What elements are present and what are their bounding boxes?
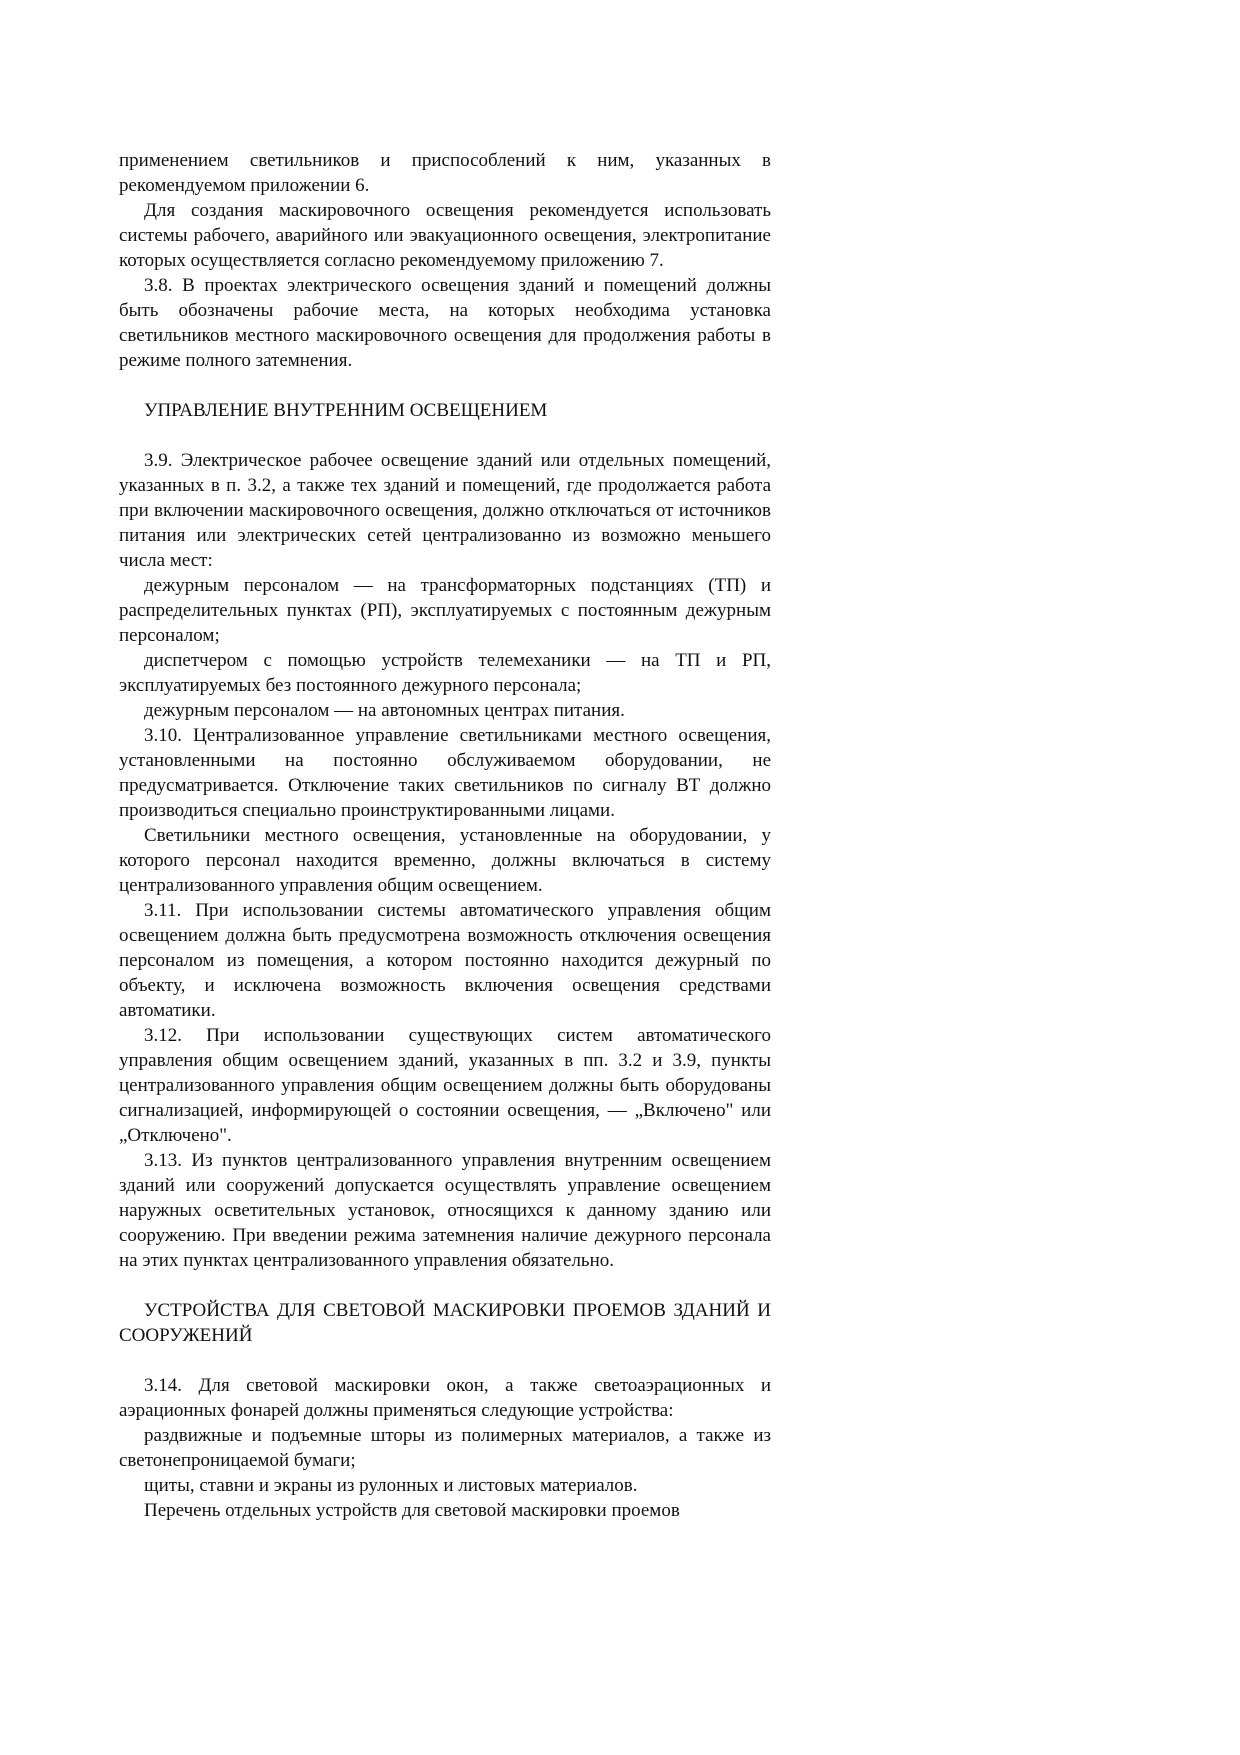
paragraph-3-9: 3.9. Электрическое рабочее освещение зданий или отдельных помещений, указанных в п. 3.2, а также тех зданий и помещений, где продолжается работа при включении маскировочного освещения, должно отключаться от источников питания или электрических сетей централизованно из возможно меньшего числа мест: [119,450,771,571]
paragraph-3-14-list-intro: Перечень отдельных устройств для световой маскировки проемов [144,1500,680,1521]
paragraph-3-13: 3.13. Из пунктов централизованного управления внутренним освещением зданий или сооружений допускается осуществлять управление освещением наружных осветительных установок, относящихся к данному зданию или сооружению. При введении режима затемнения наличие дежурного персонала на этих пунктах централизованного управления обязательно. [119,1150,771,1271]
paragraph-3-9-duty-staff-tp-rp: дежурным персоналом — на трансформаторных подстанциях (ТП) и распределительных пунктах (РП), эксплуатируемых с постоянным дежурным персоналом; [119,575,771,646]
paragraph-3-14-shields: щиты, ставни и экраны из рулонных и листовых материалов. [144,1475,638,1496]
paragraph-3-9-dispatcher: диспетчером с помощью устройств телемеханики — на ТП и РП, эксплуатируемых без постоянного дежурного персонала; [119,650,771,696]
paragraph-3-8: 3.8. В проектах электрического освещения зданий и помещений должны быть обозначены рабочие места, на которых необходима установка светильников местного маскировочного освещения для продолжения работы в режиме полного затемнения. [119,275,771,371]
paragraph-3-14-curtains: раздвижные и подъемные шторы из полимерных материалов, а также из светонепроницаемой бумаги; [119,1425,771,1471]
paragraph-3-10-local-fixtures: Светильники местного освещения, установленные на оборудовании, у которого персонал находится временно, должны включаться в систему централизованного управления общим освещением. [119,825,771,896]
paragraph-masking-sources: Для создания маскировочного освещения рекомендуется использовать системы рабочего, аварийного или эвакуационного освещения, электропитание которых осуществляется согласно рекомендуемому приложению 7. [119,200,771,271]
section-heading-internal-lighting-control: УПРАВЛЕНИЕ ВНУТРЕННИМ ОСВЕЩЕНИЕМ [144,400,548,421]
document-page [119,148,771,1523]
paragraph-3-14: 3.14. Для световой маскировки окон, а также светоаэрационных и аэрационных фонарей должны применяться следующие устройства: [119,1375,771,1421]
paragraph-3-9-autonomous-centers: дежурным персоналом — на автономных центрах питания. [144,700,625,721]
paragraph-3-11: 3.11. При использовании системы автоматического управления общим освещением должна быть предусмотрена возможность отключения освещения персоналом из помещения, а котором постоянно находится дежурный по объекту, и исключена возможность включения освещения средствами автоматики. [119,900,771,1021]
paragraph-3-12: 3.12. При использовании существующих систем автоматического управления общим освещением зданий, указанных в пп. 3.2 и 3.9, пункты централизованного управления общим освещением должны быть оборудованы сигнализацией, информирующей о состоянии освещения, — „Включено" или „Отключено". [119,1025,771,1146]
paragraph-intro-continuation: применением светильников и приспособлений к ним, указанных в рекомендуемом приложении 6. [119,150,771,196]
section-heading-opening-masking-devices: УСТРОЙСТВА ДЛЯ СВЕТОВОЙ МАСКИРОВКИ ПРОЕМОВ ЗДАНИЙ И СООРУЖЕНИЙ [119,1300,771,1346]
paragraph-3-10: 3.10. Централизованное управление светильниками местного освещения, установленными на постоянно обслуживаемом оборудовании, не предусматривается. Отключение таких светильников по сигналу ВТ должно производиться специально проинструктированными лицами. [119,725,771,821]
